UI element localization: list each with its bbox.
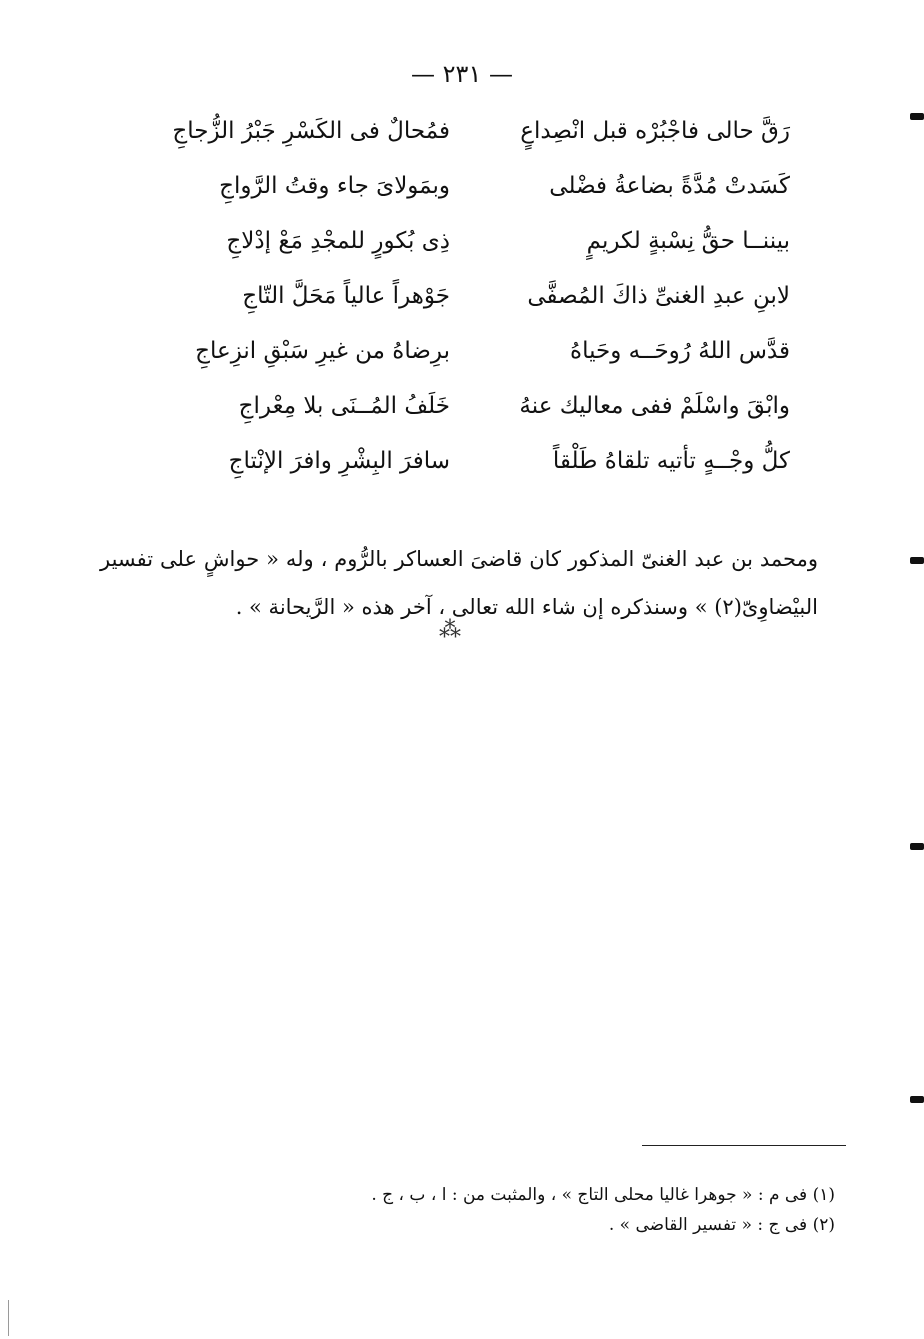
verse-first-hemistich: رَقَّ حالى فاجْبُرْه قبل انْصِداعٍ [520,118,790,144]
verse [150,228,790,283]
footnote: (١) فى م : « جوهرا غاليا محلى التاج » ، والمثبت من : ا ، ب ، ج . [371,1185,835,1205]
verse-first-hemistich: وابْقَ واسْلَمْ ففى معاليك عنهُ [519,393,790,419]
prose-paragraph: ومحمد بن عبد الغنىّ المذكور كان قاضىَ العساكر بالرُّوم ، وله « حواشٍ على تفسير البيْضاوِىّ(٢) » وسنذكره إن شاء الله تعالى ، آخر هذه « الرَّيحانة » . [100,547,818,619]
page-edge-mark [910,557,924,564]
verse-second-hemistich: سافرَ البِشْرِ وافرَ الإنْتاجِ [228,448,450,474]
footnote-rule [642,1145,846,1146]
verse [150,448,790,503]
verse-second-hemistich: ذِى بُكورٍ للمجْدِ مَعْ إدْلاجِ [226,228,450,254]
verse-first-hemistich: بيننــا حقُّ نِسْبةٍ لكريمٍ [586,228,790,254]
verse-first-hemistich: لابنِ عبدِ الغنىِّ ذاكَ المُصفَّى [527,283,790,309]
verse-second-hemistich: جَوْهراً عالياً مَحَلَّ التّاجِ [242,283,450,309]
page-edge-mark [910,1096,924,1103]
page-edge-mark [910,843,924,850]
verse-first-hemistich: كَسَدتْ مُدَّةً بضاعةُ فضْلى [549,173,790,199]
verse [150,393,790,448]
verse-second-hemistich: برِضاهُ من غيرِ سَبْقِ انزِعاجِ [195,338,450,364]
verse [150,173,790,228]
verse [150,118,790,173]
verse-first-hemistich: قدَّس اللهُ رُوحَــه وحَياهُ [570,338,790,364]
footnote: (٢) فى ج : « تفسير القاضى » . [608,1215,835,1235]
page-edge-mark [910,113,924,120]
verse [150,283,790,338]
verse-second-hemistich: خَلَفُ المُــنَى بلا مِعْراجِ [238,393,450,419]
verse [150,338,790,393]
verse-first-hemistich: كلُّ وجْــهٍ تأتيه تلقاهُ طَلْقاً [552,448,790,474]
scan-edge-line [8,1300,9,1336]
verse-second-hemistich: وبمَولاىَ جاء وقتُ الرَّواجِ [219,173,450,199]
ornament-icon: ⁂ [439,618,461,643]
page-number: — ٢٣١ — [411,60,513,88]
poem [150,118,790,503]
footnotes [300,1180,835,1240]
verse-second-hemistich: فمُحالٌ فى الكَسْرِ جَبْرُ الزُّجاجِ [172,118,450,144]
